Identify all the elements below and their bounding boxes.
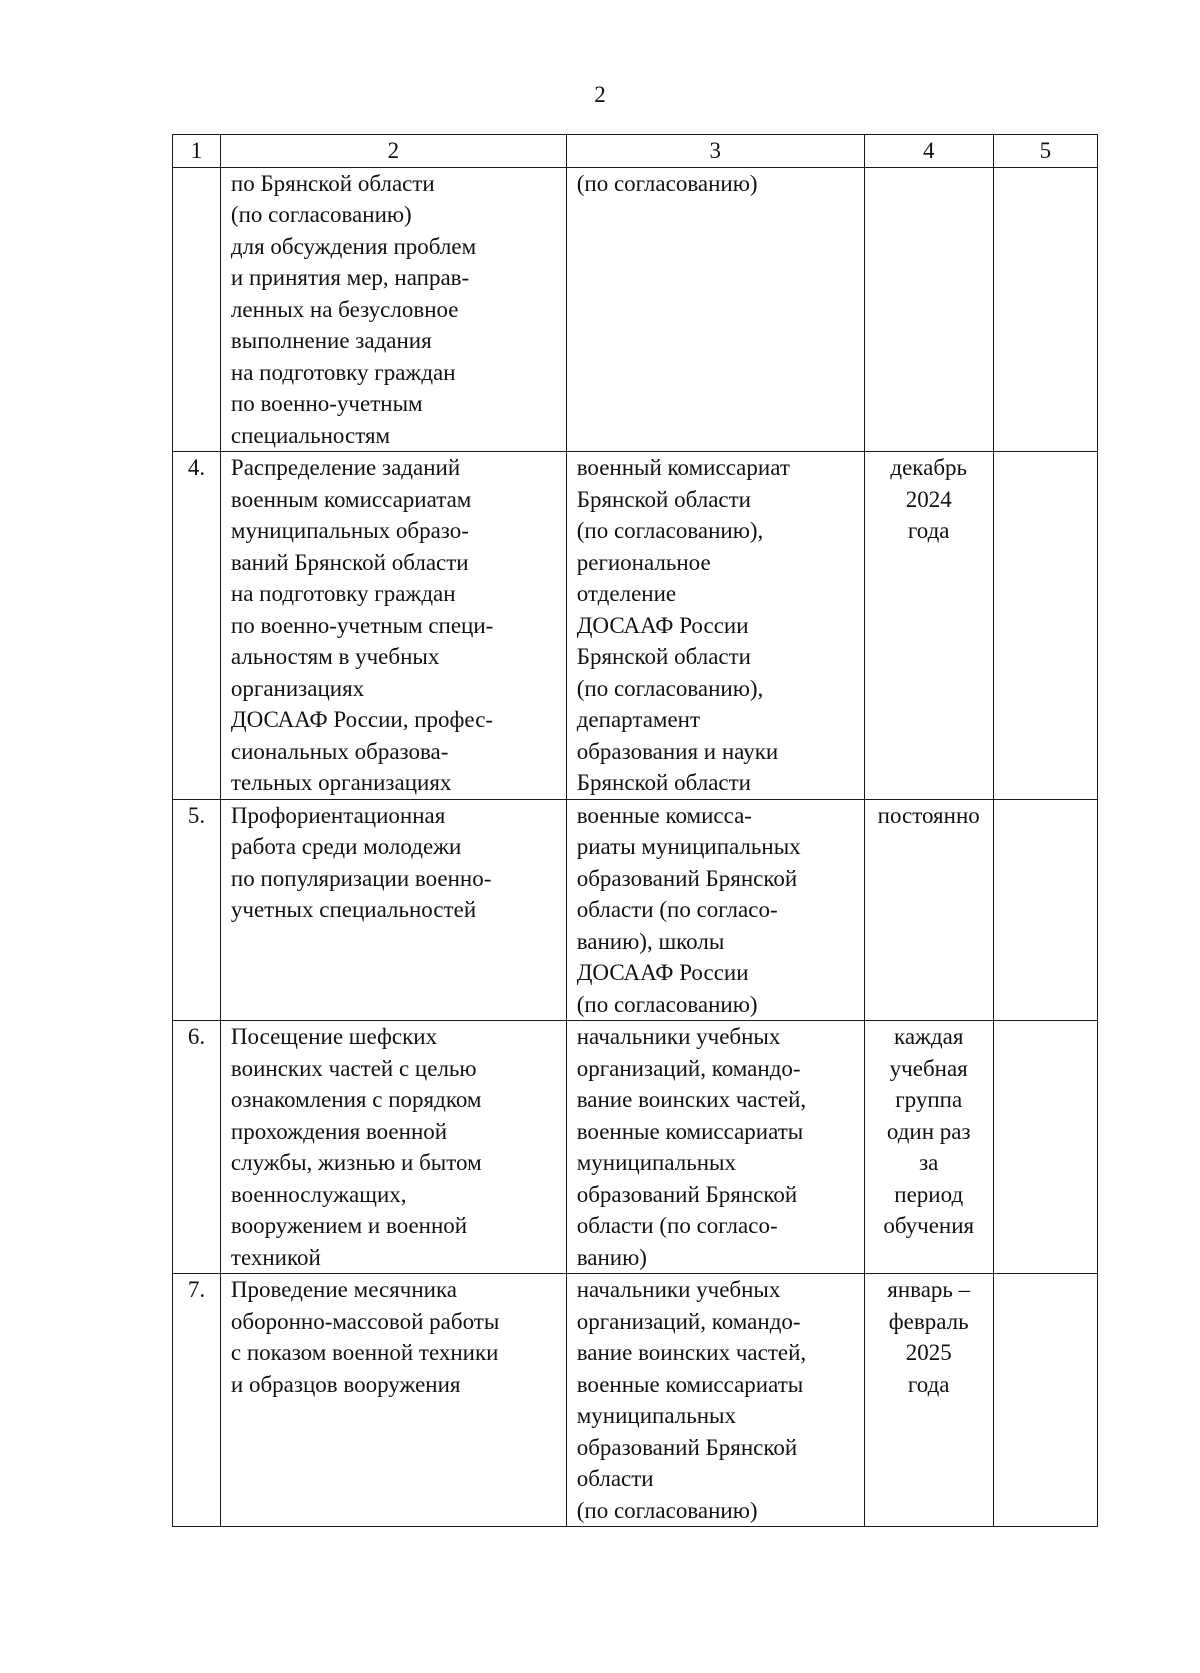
page-number: 2 xyxy=(594,82,606,107)
responsible-text-line: области xyxy=(576,1466,654,1491)
row-number: 5. xyxy=(173,799,221,1021)
event-text-line: по военно-учетным специ- xyxy=(230,612,494,638)
event-text-line: ваний Брянской области xyxy=(230,549,469,575)
table-body xyxy=(173,135,1098,1527)
responsible-text-line: ДОСААФ России xyxy=(576,612,749,638)
table-row xyxy=(173,452,1098,800)
event-text-line: организациях xyxy=(230,675,365,701)
note-cell xyxy=(993,167,1097,452)
event-text-line: Профориентационная xyxy=(230,802,446,828)
table-row xyxy=(173,799,1098,1021)
term-text-line: 2025 xyxy=(905,1340,952,1365)
event-text-line: с показом военной техники xyxy=(230,1340,499,1365)
event-text-line: прохождения военной xyxy=(230,1118,448,1144)
term-text-line: постоянно xyxy=(877,802,980,828)
responsible-text-line: начальники учебных xyxy=(576,1277,781,1302)
responsible-cell xyxy=(566,799,864,1021)
responsible-text-line: ванию) xyxy=(576,1244,647,1270)
header-row xyxy=(173,135,1098,168)
responsible-text-line: (по согласованию) xyxy=(576,170,758,196)
responsible-text-line: Брянской области xyxy=(576,486,751,512)
term-text-line: 2024 xyxy=(905,486,952,512)
term-text-line: период xyxy=(894,1181,964,1207)
event-text-line: ДОСААФ России, профес- xyxy=(230,707,494,732)
event-text-line: ознакомления с порядком xyxy=(230,1087,482,1112)
event-cell xyxy=(220,1274,566,1527)
row-number xyxy=(173,167,221,452)
event-text-line: Проведение месячника xyxy=(230,1277,457,1302)
table-row xyxy=(173,1274,1098,1527)
event-text-line: Распределение заданий xyxy=(230,455,461,480)
responsible-text-line: военные комиссариаты xyxy=(576,1371,804,1397)
responsible-text-line: вание воинских частей, xyxy=(576,1087,807,1112)
event-cell xyxy=(220,167,566,452)
responsible-text-line: департамент xyxy=(576,707,701,732)
responsible-cell xyxy=(566,167,864,452)
event-cell xyxy=(220,452,566,800)
term-cell xyxy=(864,1021,993,1274)
responsible-text-line: Брянской области xyxy=(576,644,751,669)
responsible-text-line: муниципальных xyxy=(576,1403,736,1428)
note-cell xyxy=(993,1274,1097,1527)
responsible-text-line: региональное xyxy=(576,549,711,575)
note-cell xyxy=(993,1021,1097,1274)
responsible-text-line: муниципальных xyxy=(576,1150,736,1175)
event-cell xyxy=(220,1021,566,1274)
responsible-text-line: образований Брянской xyxy=(576,1181,798,1207)
term-text-line: январь – xyxy=(887,1277,971,1302)
responsible-text-line: образования и науки xyxy=(576,738,779,764)
event-text-line: и образцов вооружения xyxy=(230,1371,461,1397)
responsible-text-line: вание воинских частей, xyxy=(576,1340,807,1365)
row-number: 6. xyxy=(173,1021,221,1274)
event-text-line: Посещение шефских xyxy=(230,1024,438,1049)
event-text-line: по Брянской области xyxy=(230,170,435,196)
responsible-text-line: (по согласованию), xyxy=(576,675,764,701)
event-text-line: техникой xyxy=(230,1244,321,1270)
term-text-line: учебная xyxy=(889,1055,968,1081)
term-text-line: обучения xyxy=(883,1213,975,1238)
column-header-2: 2 xyxy=(220,135,566,168)
term-cell xyxy=(864,799,993,1021)
responsible-text-line: (по согласованию) xyxy=(576,1497,758,1523)
term-text-line: декабрь xyxy=(890,455,968,480)
responsible-text-line: отделение xyxy=(576,581,677,606)
responsible-text-line: образований Брянской xyxy=(576,865,798,891)
event-text-line: для обсуждения проблем xyxy=(230,233,477,259)
event-text-line: воинских частей с целью xyxy=(230,1055,477,1081)
event-text-line: на подготовку граждан xyxy=(230,581,456,606)
event-text-line: военнослужащих, xyxy=(230,1181,407,1207)
term-cell xyxy=(864,452,993,800)
responsible-text-line: ДОСААФ России xyxy=(576,960,749,985)
event-text-line: выполнение задания xyxy=(230,328,432,353)
responsible-text-line: образований Брянской xyxy=(576,1434,798,1460)
column-header-4: 4 xyxy=(864,135,993,168)
event-text-line: ленных на безусловное xyxy=(230,296,459,322)
responsible-cell xyxy=(566,1021,864,1274)
responsible-text-line: военный комиссариат xyxy=(576,455,790,480)
responsible-text-line: (по согласованию), xyxy=(576,518,764,543)
term-text-line: один раз xyxy=(886,1118,971,1144)
event-text-line: службы, жизнью и бытом xyxy=(230,1150,482,1175)
responsible-text-line: военные комисса- xyxy=(576,802,752,828)
responsible-text-line: военные комиссариаты xyxy=(576,1118,804,1144)
responsible-text-line: организаций, командо- xyxy=(576,1308,801,1334)
term-text-line: февраль xyxy=(888,1308,969,1334)
event-cell xyxy=(220,799,566,1021)
row-number: 7. xyxy=(173,1274,221,1527)
row-number: 4. xyxy=(173,452,221,800)
event-text-line: сиональных образова- xyxy=(230,738,449,764)
term-cell xyxy=(864,167,993,452)
table-row xyxy=(173,1021,1098,1274)
responsible-text-line: начальники учебных xyxy=(576,1024,781,1049)
term-cell xyxy=(864,1274,993,1527)
responsible-text-line: (по согласованию) xyxy=(576,991,758,1017)
note-cell xyxy=(993,799,1097,1021)
schedule-table xyxy=(172,134,1098,1527)
event-text-line: муниципальных образо- xyxy=(230,518,469,543)
event-text-line: тельных организациях xyxy=(230,770,452,795)
event-text-line: специальностям xyxy=(230,422,391,448)
note-cell xyxy=(993,452,1097,800)
responsible-text-line: Брянской области xyxy=(576,770,751,795)
column-header-1: 1 xyxy=(173,135,221,168)
responsible-text-line: ванию), школы xyxy=(576,928,725,954)
responsible-text-line: риаты муниципальных xyxy=(576,834,801,859)
term-text-line: группа xyxy=(895,1087,963,1112)
responsible-cell xyxy=(566,452,864,800)
event-text-line: по популяризации военно- xyxy=(230,865,492,891)
event-text-line: и принятия мер, направ- xyxy=(230,265,470,290)
event-text-line: (по согласованию) xyxy=(230,202,412,227)
event-text-line: по военно-учетным xyxy=(230,391,423,416)
event-text-line: оборонно-массовой работы xyxy=(230,1308,500,1334)
event-text-line: на подготовку граждан xyxy=(230,359,456,385)
term-text-line: года xyxy=(907,518,950,543)
column-header-5: 5 xyxy=(993,135,1097,168)
term-text-line: года xyxy=(907,1371,950,1397)
event-text-line: военным комиссариатам xyxy=(230,486,472,512)
responsible-text-line: области (по согласо- xyxy=(576,1213,778,1238)
term-text-line: каждая xyxy=(894,1024,964,1049)
responsible-text-line: организаций, командо- xyxy=(576,1055,801,1081)
event-text-line: альностям в учебных xyxy=(230,644,440,669)
event-text-line: учетных специальностей xyxy=(230,897,477,922)
table-row xyxy=(173,167,1098,452)
term-text-line: за xyxy=(919,1150,939,1175)
event-text-line: работа среди молодежи xyxy=(230,834,462,859)
responsible-cell xyxy=(566,1274,864,1527)
responsible-text-line: области (по согласо- xyxy=(576,897,778,922)
column-header-3: 3 xyxy=(566,135,864,168)
event-text-line: вооружением и военной xyxy=(230,1213,468,1238)
